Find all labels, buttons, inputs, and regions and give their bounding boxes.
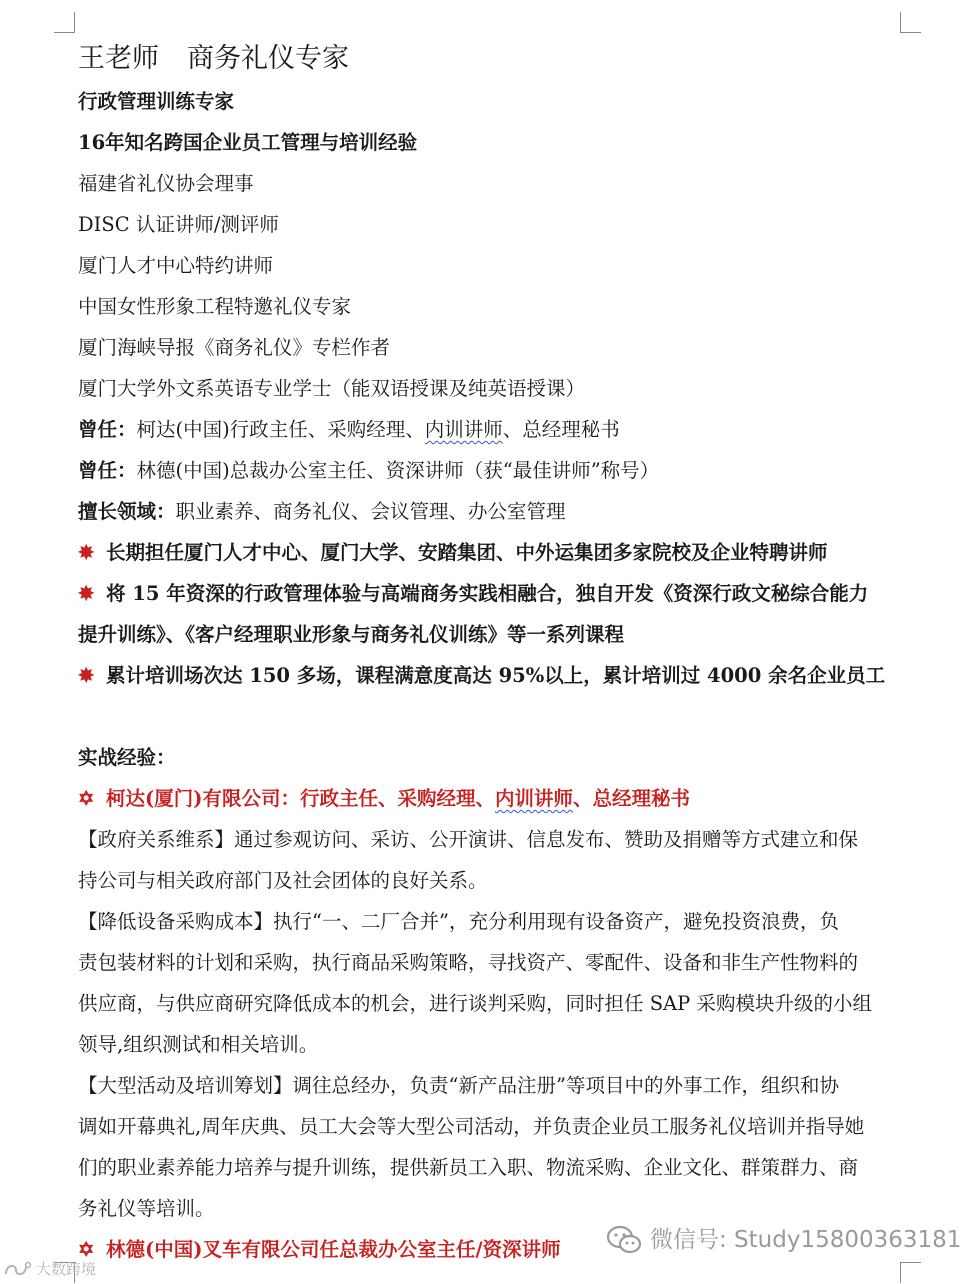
profile-line: 中国女性形象工程特邀礼仪专家 [78, 295, 352, 318]
crop-mark-top-left [54, 12, 75, 33]
paragraph-line: 【政府关系维系】通过参观访问、采访、公开演讲、信息发布、赞助及捐赠等方式建立和保 [78, 828, 859, 851]
paragraph-line: 领导,组织测试和相关培训。 [78, 1033, 319, 1056]
former-text: 林德(中国)总裁办公室主任、资深讲师（获“最佳讲师”称号） [136, 459, 660, 482]
paragraph-line: 供应商，与供应商研究降低成本的机会，进行谈判采购，同时担任 SAP 采购模块升级的小组 [78, 992, 872, 1015]
instructor-name: 王老师 [78, 43, 159, 74]
highlight-item [78, 540, 828, 566]
crop-mark-top-right [900, 12, 921, 33]
paragraph-line: 务礼仪等培训。 [78, 1197, 215, 1220]
page-title [78, 42, 349, 76]
company-kodak [78, 786, 690, 812]
paragraph-line: 持公司与相关政府部门及社会团体的良好关系。 [78, 869, 488, 892]
expertise-line [78, 499, 566, 525]
paragraph-line: 【大型活动及培训筹划】调往总经办，负责“新产品注册”等项目中的外事工作，组织和协 [78, 1074, 839, 1097]
company-text: 林德(中国)叉车有限公司任总裁办公室主任/资深讲师 [106, 1238, 561, 1261]
profile-line: 行政管理训练专家 [78, 90, 235, 113]
former-position-linde [78, 458, 659, 484]
former-label: 曾任： [78, 418, 137, 441]
wechat-watermark [606, 1223, 961, 1257]
brand-watermark [4, 1256, 96, 1282]
wechat-id-text: 微信号: Study15800363181 [650, 1227, 962, 1253]
profile-line: 福建省礼仪协会理事 [78, 172, 254, 195]
former-position-kodak [78, 417, 620, 443]
highlight-continuation: 提升训练》、《客户经理职业形象与商务礼仪训练》等一系列课程 [78, 623, 625, 646]
highlight-text: 长期担任厦门人才中心、厦门大学、安踏集团、中外运集团多家院校及企业特聘讲师 [106, 541, 828, 564]
brand-text: 大数跨境 [36, 1260, 97, 1278]
instructor-title: 商务礼仪专家 [187, 43, 349, 74]
star-bullet-icon: ✸ [78, 582, 95, 605]
company-text-flagged: 内训讲师 [494, 787, 573, 810]
profile-line: DISC 认证讲师/测评师 [78, 213, 279, 236]
former-text-end: 、总经理秘书 [502, 418, 620, 441]
star-bullet-icon: ✸ [78, 664, 95, 687]
experience-heading: 实战经验： [78, 746, 176, 769]
expertise-label: 擅长领域： [78, 500, 176, 523]
star-bullet-icon: ✸ [78, 541, 95, 564]
company-text: 柯达(厦门)有限公司：行政主任、采购经理、 [106, 787, 495, 810]
star-of-david-icon: ✡ [78, 1238, 95, 1261]
star-of-david-icon: ✡ [78, 787, 95, 810]
highlight-item [78, 581, 868, 607]
former-text: 柯达(中国)行政主任、采购经理、 [136, 418, 425, 441]
paragraph-line: 们的职业素养能力培养与提升训练，提供新员工入职、物流采购、企业文化、群策群力、商 [78, 1156, 859, 1179]
profile-line: 厦门大学外文系英语专业学士（能双语授课及纯英语授课） [78, 377, 586, 400]
highlight-text: 累计培训场次达 150 多场，课程满意度高达 95%以上，累计培训过 4000 余名企业员工 [106, 664, 886, 687]
paragraph-line: 责包装材料的计划和采购，执行商品采购策略，寻找资产、零配件、设备和非生产性物料的 [78, 951, 859, 974]
expertise-text: 职业素养、商务礼仪、会议管理、办公室管理 [175, 500, 566, 523]
profile-line: 厦门海峡导报《商务礼仪》专栏作者 [78, 336, 391, 359]
company-text-end: 、总经理秘书 [572, 787, 690, 810]
profile-line: 16年知名跨国企业员工管理与培训经验 [78, 131, 418, 154]
crop-mark-bottom-right [900, 1262, 921, 1283]
highlight-text: 将 15 年资深的行政管理体验与高端商务实践相融合，独自开发《资深行政文秘综合能力 [106, 582, 869, 605]
paragraph-line: 【降低设备采购成本】执行“一、二厂合并”，充分利用现有设备资产，避免投资浪费，负 [78, 910, 839, 933]
wechat-icon [606, 1225, 642, 1255]
profile-line: 厦门人才中心特约讲师 [78, 254, 274, 277]
former-text-flagged: 内训讲师 [424, 418, 503, 441]
highlight-item [78, 663, 885, 689]
brand-logo-icon [4, 1260, 32, 1278]
paragraph-line: 调如开幕典礼,周年庆典、员工大会等大型公司活动，并负责企业员工服务礼仪培训并指导她 [78, 1115, 865, 1138]
former-label: 曾任： [78, 459, 137, 482]
company-linde [78, 1237, 561, 1263]
